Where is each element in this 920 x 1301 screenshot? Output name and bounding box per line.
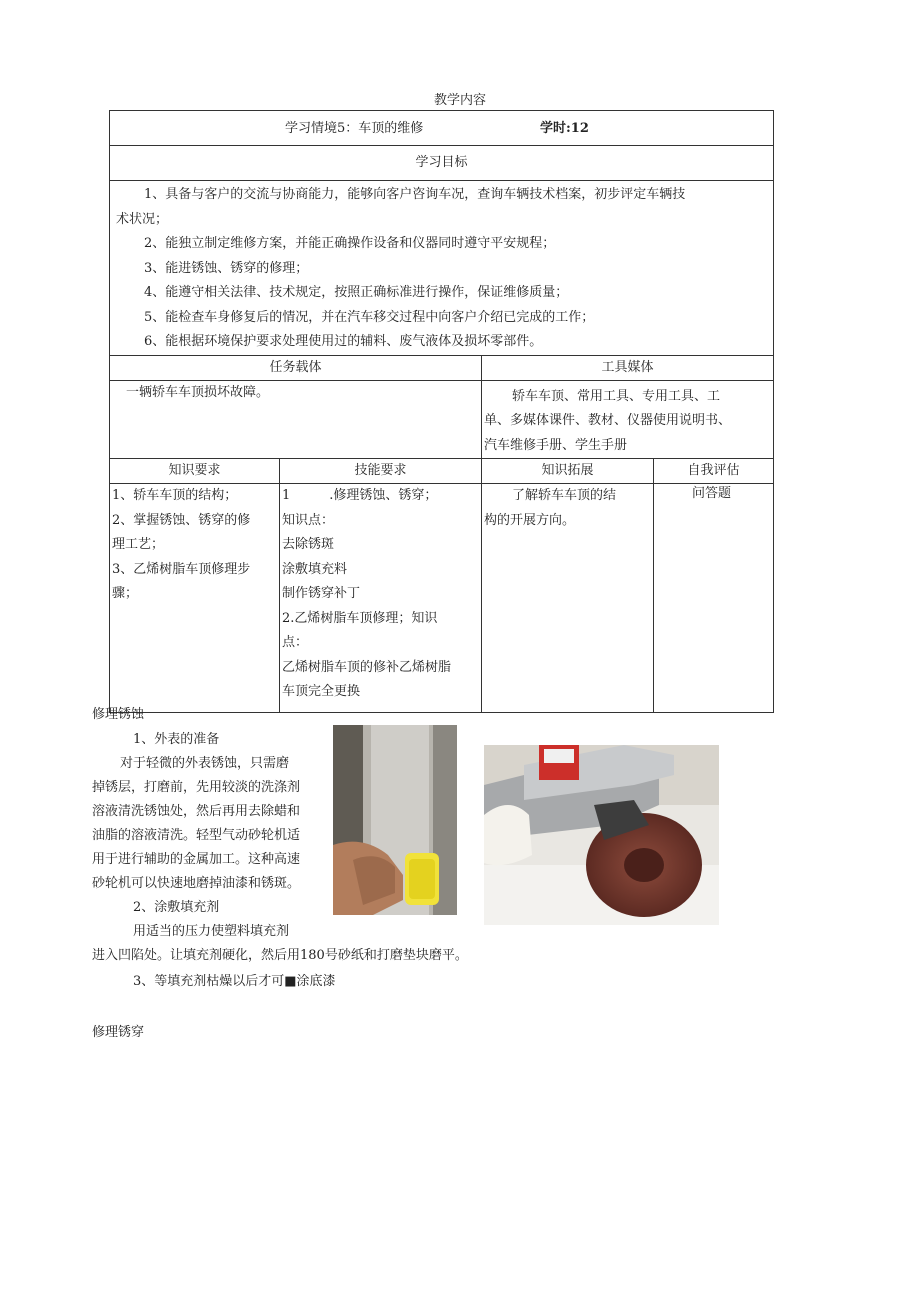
paragraph-surface-prep (92, 752, 332, 896)
grinder-photo-illustration (484, 745, 719, 925)
tools-line: 单、多媒体课件、教材、仪器使用说明书、 (484, 413, 732, 428)
situation-row (110, 111, 774, 146)
col-skills: 技能要求 (280, 459, 482, 484)
situation-title: 学习情境5：车顶的维修 (285, 121, 424, 136)
para-line: 油脂的溶液清洗。轻型气动砂轮机适 (92, 828, 301, 843)
subheading-surface-prep: 1、外表的准备 (133, 732, 220, 747)
col-self-eval: 自我评估 (654, 459, 774, 484)
paragraph-filler-line2: 进入凹陷处。让填充剂硬化，然后用180号砂纸和打磨垫块磨平。 (92, 948, 468, 963)
para-line: 用于进行辅助的金属加工。这种高速 (92, 852, 301, 867)
knowledge-line: 骤； (112, 586, 139, 601)
section-rust-repair: 修理锈蚀 (92, 707, 145, 722)
goal-line: 术状况； (116, 211, 169, 227)
extension-line: 了解轿车车顶的结 (512, 488, 617, 503)
skill-line: 2.乙烯树脂车顶修理；知识 (282, 610, 438, 626)
tools-line: 轿车车顶、常用工具、专用工具、工 (512, 388, 721, 404)
goal-line: 6、能根据环境保护要求处理使用过的辅料、废气液体及损坏零部件。 (144, 334, 543, 349)
para-line: 砂轮机可以快速地磨掉油漆和锈斑。 (92, 876, 301, 891)
section-rust-through: 修理锈穿 (92, 1025, 145, 1040)
photo-air-grinder (484, 745, 719, 925)
skill-line: 知识点： (282, 512, 335, 528)
self-eval-cell (654, 484, 774, 713)
goal-line: 4、能遵守相关法律、技术规定，按照正确标准进行操作，保证维修质量； (144, 285, 569, 300)
col-knowledge: 知识要求 (110, 459, 280, 484)
skill-line: 乙烯树脂车顶的修补乙烯树脂 (282, 659, 452, 675)
task-label: 任务载体 (110, 355, 482, 380)
sponge-photo-illustration (333, 725, 457, 915)
self-eval-text: 问答题 (692, 486, 732, 501)
knowledge-line: 理工艺； (112, 537, 165, 552)
skill-line: 制作锈穿补丁 (282, 586, 361, 601)
tools-cell (482, 380, 774, 459)
goals-cell (110, 181, 774, 356)
skill-line: 车顶完全更换 (282, 684, 361, 699)
goals-title: 学习目标 (110, 146, 774, 181)
lesson-table (109, 110, 774, 713)
goal-line: 2、能独立制定维修方案，并能正确操作设备和仪器同时遵守平安规程； (144, 236, 556, 251)
extension-line: 构的开展方向。 (484, 512, 576, 528)
para-line: 溶液清洗锈蚀处，然后再用去除蜡和 (92, 804, 301, 819)
knowledge-line: 1、轿车车顶的结构； (112, 488, 238, 503)
extension-cell (482, 484, 654, 713)
skills-cell (280, 484, 482, 713)
tools-label: 工具媒体 (482, 355, 774, 380)
subheading-primer: 3、等填充剂枯燥以后才可■涂底漆 (133, 974, 336, 989)
skill-line: 涂敷填充料 (282, 561, 348, 577)
goal-line: 5、能检查车身修复后的情况，并在汽车移交过程中向客户介绍已完成的工作； (144, 309, 595, 325)
knowledge-line: 2、掌握锈蚀、锈穿的修 (112, 512, 251, 528)
skill-line: 去除锈斑 (282, 537, 335, 552)
skill-line: 1 .修理锈蚀、锈穿； (282, 488, 438, 503)
document-title: 教学内容 (433, 93, 486, 108)
hours: 学时:12 (540, 121, 589, 136)
para-line: 对于轻微的外表锈蚀，只需磨 (120, 756, 290, 771)
goal-line: 3、能进锈蚀、锈穿的修理； (144, 260, 309, 276)
goal-line: 1、具备与客户的交流与协商能力，能够向客户咨询车况，查询车辆技术档案，初步评定车辆技 (144, 187, 686, 202)
skill-line: 点： (282, 635, 309, 650)
para-line: 掉锈层，打磨前，先用较淡的洗涤剂 (92, 780, 301, 795)
paragraph-filler-line1: 用适当的压力使塑料填充剂 (133, 924, 290, 939)
col-extension: 知识拓展 (482, 459, 654, 484)
subheading-filler: 2、涂敷填充剂 (133, 900, 220, 915)
knowledge-cell (110, 484, 280, 713)
knowledge-line: 3、乙烯树脂车顶修理步 (112, 561, 251, 577)
photo-sponge-cleaning (333, 725, 457, 915)
tools-line: 汽车维修手册、学生手册 (484, 437, 628, 453)
task-cell (110, 380, 482, 459)
task-content: 一辆轿车车顶损坏故障。 (126, 384, 270, 400)
